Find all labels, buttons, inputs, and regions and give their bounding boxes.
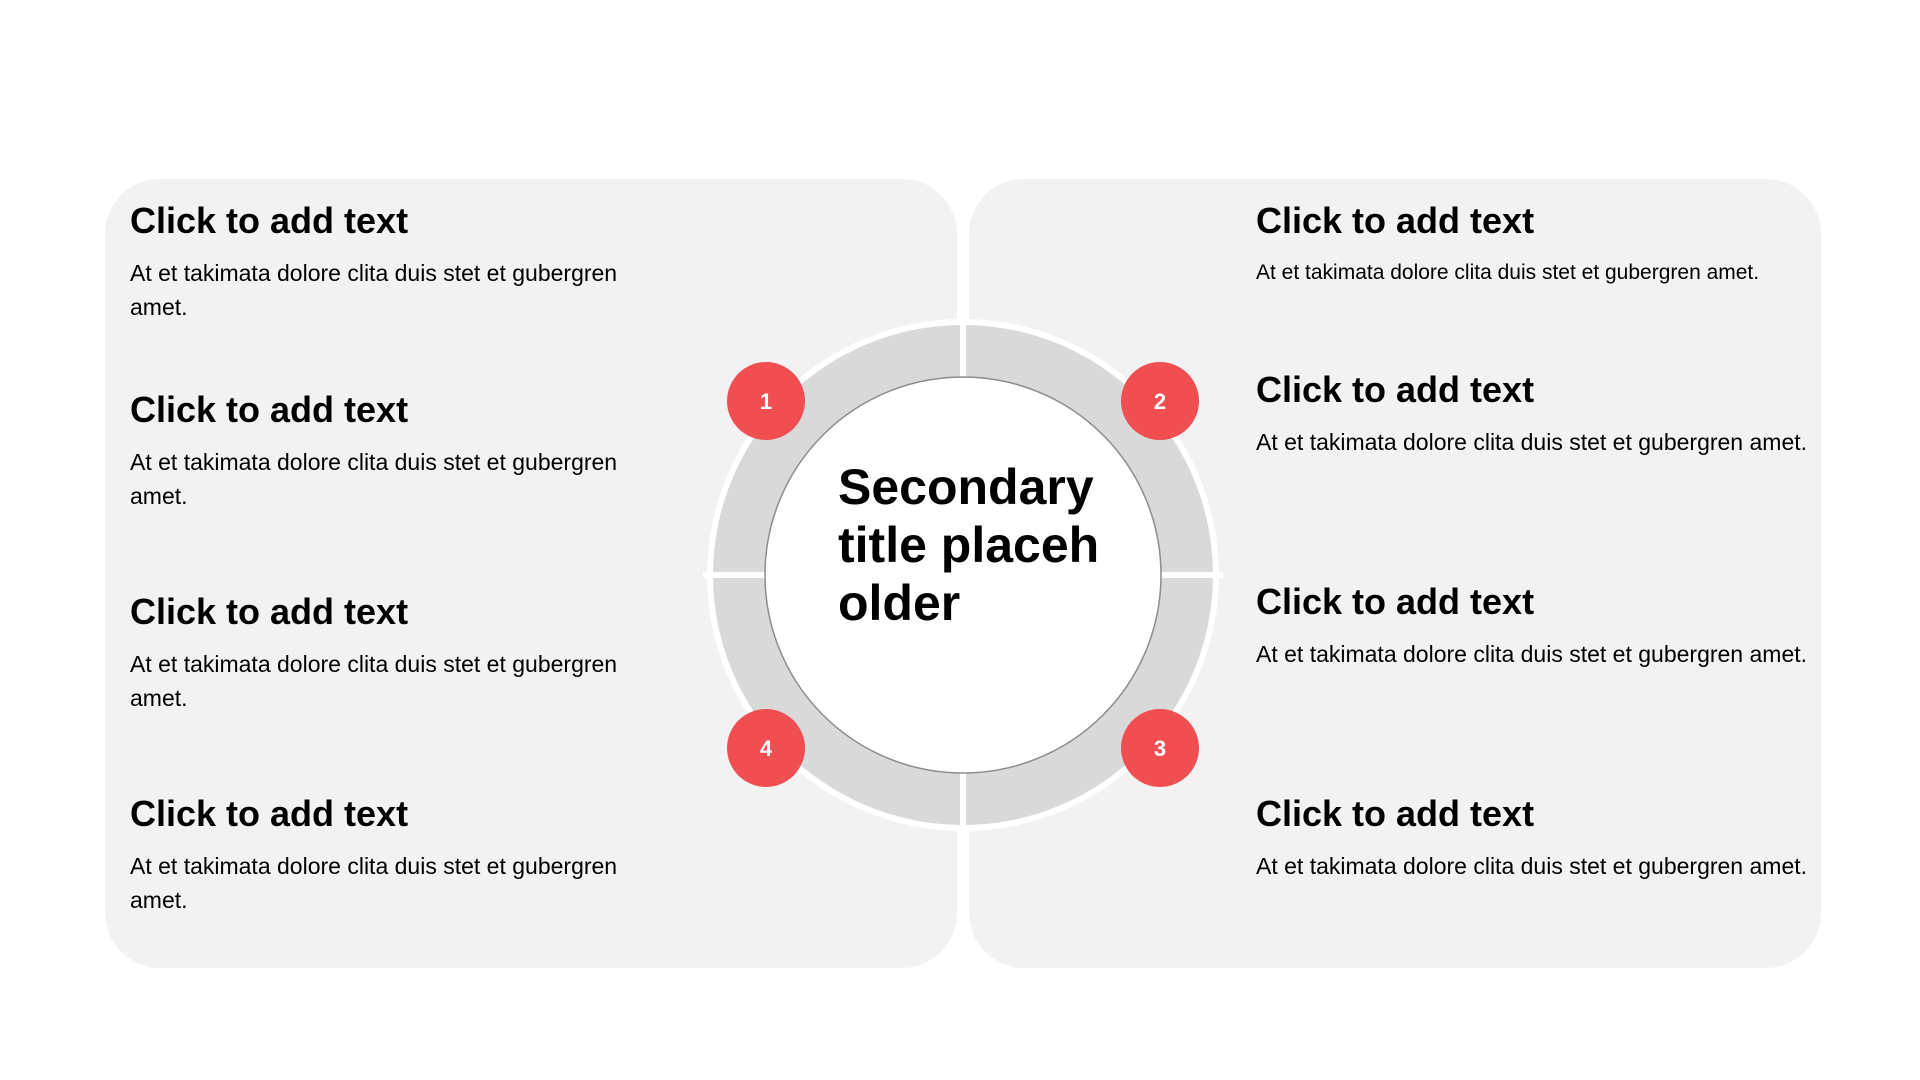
left-item-1-body[interactable]: At et takimata dolore clita duis stet et gubergren amet. <box>130 260 618 320</box>
left-item-1[interactable] <box>130 200 670 324</box>
marker-4[interactable] <box>727 709 805 787</box>
left-item-3-body[interactable]: At et takimata dolore clita duis stet et gubergren amet. <box>130 651 618 711</box>
left-item-2-body[interactable]: At et takimata dolore clita duis stet et gubergren amet. <box>130 449 618 509</box>
marker-3-label: 3 <box>1153 736 1167 761</box>
right-item-3-heading[interactable]: Click to add text <box>1256 581 1535 622</box>
right-item-2-body[interactable]: At et takimata dolore clita duis stet et gubergren amet. <box>1256 429 1808 455</box>
center-title[interactable]: Secondary title placeholder <box>838 459 1100 631</box>
left-item-3[interactable] <box>130 591 670 715</box>
left-item-4[interactable] <box>130 793 670 917</box>
right-item-2[interactable] <box>1256 369 1816 459</box>
left-item-1-heading[interactable]: Click to add text <box>130 200 409 241</box>
right-item-1[interactable] <box>1256 200 1816 290</box>
right-item-4-heading[interactable]: Click to add text <box>1256 793 1535 834</box>
marker-2-label: 2 <box>1153 389 1167 414</box>
right-item-4[interactable] <box>1256 793 1816 883</box>
marker-1[interactable] <box>727 362 805 440</box>
right-item-4-body[interactable]: At et takimata dolore clita duis stet et gubergren amet. <box>1256 853 1808 879</box>
right-item-2-heading[interactable]: Click to add text <box>1256 369 1535 410</box>
left-item-2[interactable] <box>130 389 670 513</box>
left-item-3-heading[interactable]: Click to add text <box>130 591 409 632</box>
right-item-1-heading[interactable]: Click to add text <box>1256 200 1535 241</box>
marker-1-label: 1 <box>759 389 773 414</box>
right-item-1-body[interactable]: At et takimata dolore clita duis stet et gubergren amet. <box>1256 261 1760 284</box>
marker-4-label: 4 <box>759 736 773 761</box>
left-item-4-heading[interactable]: Click to add text <box>130 793 409 834</box>
right-item-3[interactable] <box>1256 581 1816 671</box>
marker-2[interactable] <box>1121 362 1199 440</box>
left-item-2-heading[interactable]: Click to add text <box>130 389 409 430</box>
marker-3[interactable] <box>1121 709 1199 787</box>
left-item-4-body[interactable]: At et takimata dolore clita duis stet et gubergren amet. <box>130 853 618 913</box>
right-item-3-body[interactable]: At et takimata dolore clita duis stet et gubergren amet. <box>1256 641 1808 667</box>
